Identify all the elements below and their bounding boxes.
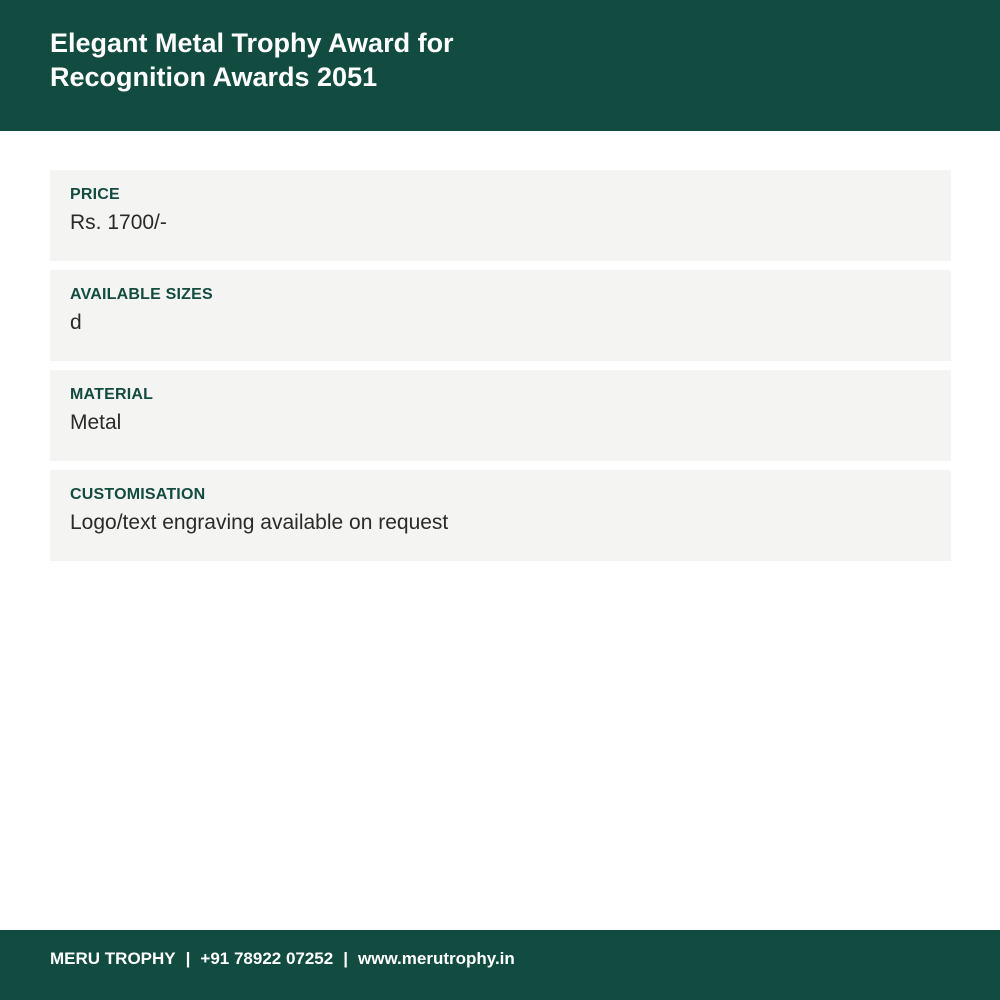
spec-label-material: MATERIAL	[70, 386, 154, 403]
spec-label-price: PRICE	[70, 186, 120, 203]
spec-value-sizes: d	[70, 311, 82, 334]
spec-value-price: Rs. 1700/-	[70, 211, 167, 234]
spec-card-price	[50, 170, 951, 261]
footer-phone: +91 78922 07252	[200, 949, 334, 968]
header-banner	[0, 0, 1000, 131]
footer-brand: MERU TROPHY	[50, 949, 176, 968]
spec-label-sizes: AVAILABLE SIZES	[70, 286, 213, 303]
footer-website: www.merutrophy.in	[358, 949, 515, 968]
spec-label-customisation: CUSTOMISATION	[70, 486, 206, 503]
footer-separator: |	[343, 949, 348, 968]
spec-card-customisation	[50, 470, 951, 561]
spec-card-material	[50, 370, 951, 461]
page-title: Elegant Metal Trophy Award for Recognition Awards 2051	[50, 28, 454, 92]
footer-separator: |	[185, 949, 191, 968]
spec-value-material: Metal	[70, 411, 122, 434]
spec-card-sizes	[50, 270, 951, 361]
spec-value-customisation: Logo/text engraving available on request	[70, 511, 449, 534]
spec-list	[50, 170, 951, 570]
footer-bar	[0, 930, 1000, 1000]
